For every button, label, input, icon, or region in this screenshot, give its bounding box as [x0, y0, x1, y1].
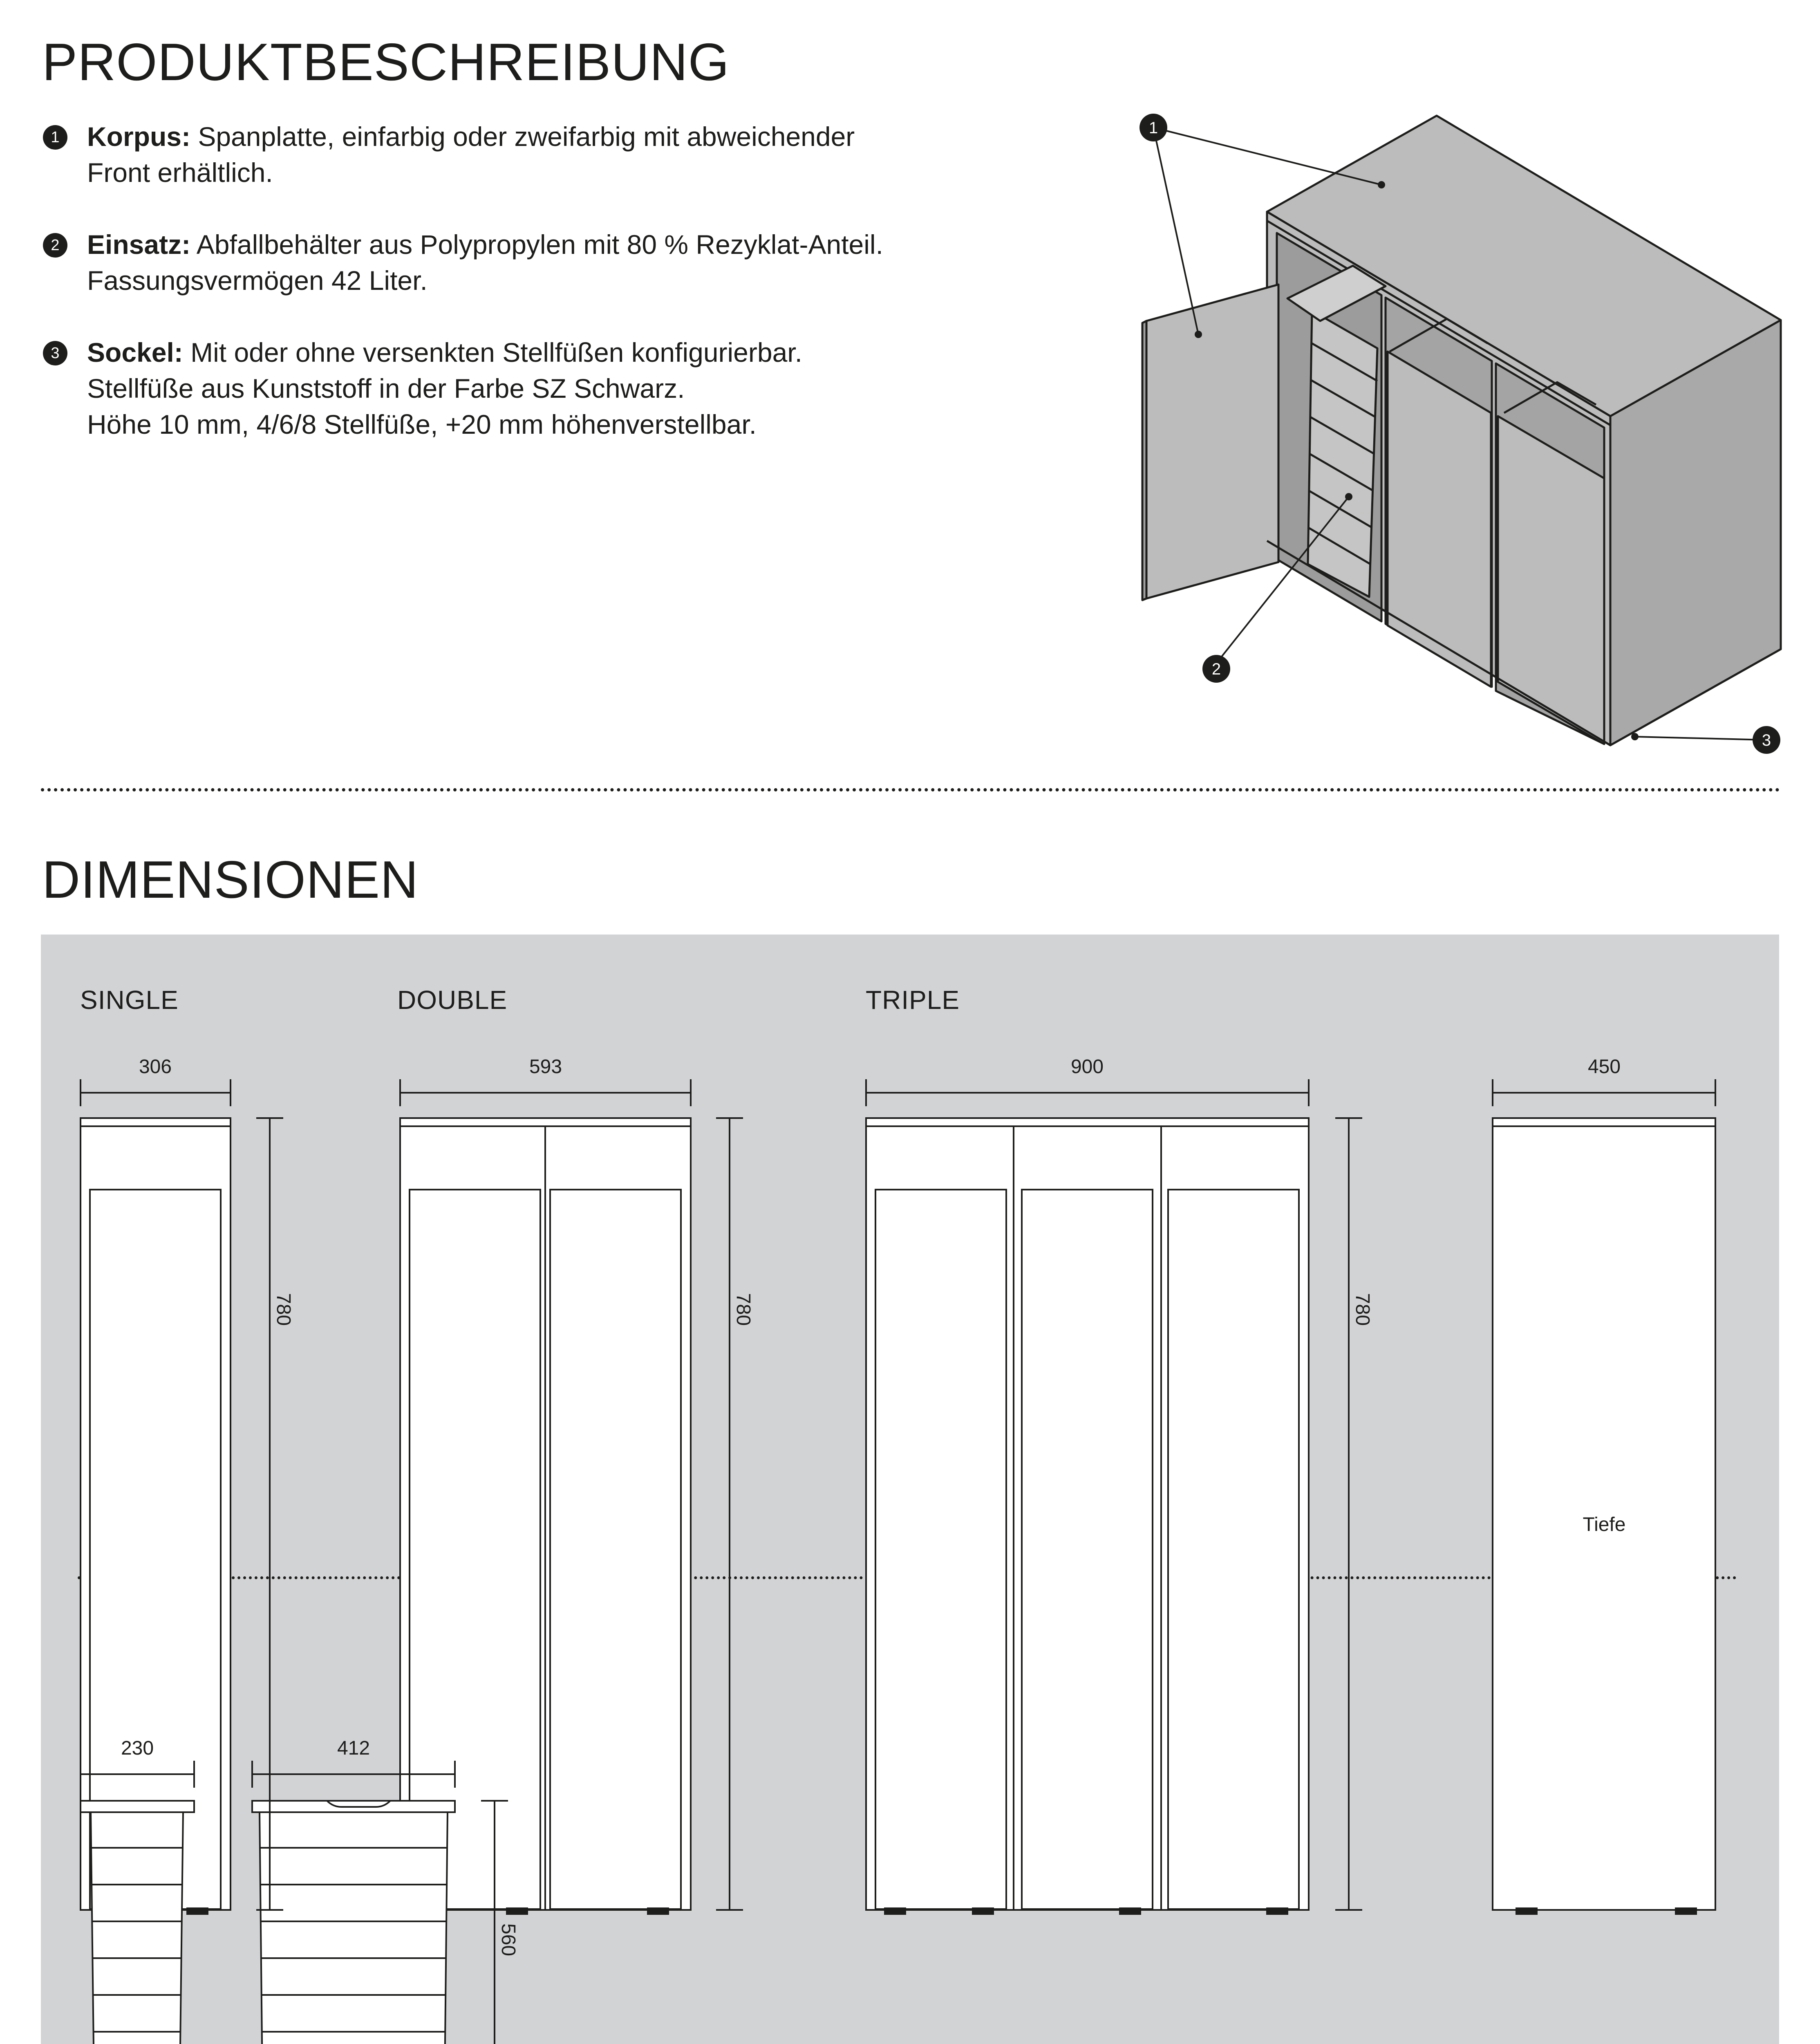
insert-front-view [252, 1801, 455, 2044]
dim-insert-side-width: 230 [121, 1737, 154, 1759]
item-label: Einsatz: [87, 229, 191, 260]
number-badge: 1 [43, 125, 67, 150]
dim-single-width: 306 [139, 1056, 172, 1078]
dim-insert-front-width: 412 [337, 1737, 370, 1759]
item-text: Stellfüße aus Kunststoff in der Farbe SZ Schwarz. [87, 373, 685, 403]
dim-single-height: 780 [273, 1293, 294, 1326]
dim-triple-width: 900 [1070, 1056, 1104, 1078]
callout-label-1: 1 [1148, 119, 1158, 137]
dim-triple-height: 780 [1352, 1293, 1373, 1326]
item-text: Abfallbehälter aus Polypropylen mit 80 % Rezyklat-Anteil. [196, 229, 883, 260]
variant-label-double: DOUBLE [397, 985, 508, 1015]
item-label: Korpus: [87, 121, 190, 152]
triple-front-view [866, 1118, 1309, 1914]
insert-side-view [81, 1801, 194, 2044]
callout-label-2: 2 [1211, 660, 1221, 678]
section-title-description: PRODUKTBESCHREIBUNG [42, 33, 730, 92]
number-badge: 3 [43, 341, 67, 365]
dim-depth: 450 [1587, 1056, 1621, 1078]
callout-label-3: 3 [1762, 731, 1771, 749]
dim-double-width: 593 [529, 1056, 562, 1078]
variant-label-triple: TRIPLE [866, 985, 960, 1015]
item-text: Mit oder ohne versenkten Stellfüßen konfigurierbar. [190, 337, 802, 368]
variant-label-single: SINGLE [80, 985, 179, 1015]
dim-double-height: 780 [732, 1293, 754, 1326]
double-front-view [400, 1118, 691, 1914]
item-text: Höhe 10 mm, 4/6/8 Stellfüße, +20 mm höhenverstellbar. [87, 409, 757, 439]
section-title-dimensions: DIMENSIONEN [42, 850, 419, 909]
single-front-view [81, 1118, 231, 1914]
dim-insert-height: 560 [497, 1923, 519, 1957]
item-text: Spanplatte, einfarbig oder zweifarbig mit abweichender [198, 121, 855, 152]
dim-depth-caption: Tiefe [1583, 1514, 1626, 1535]
number-badge: 2 [43, 233, 67, 258]
item-label: Sockel: [87, 337, 183, 368]
item-text: Front erhältlich. [87, 157, 273, 188]
item-text: Fassungsvermögen 42 Liter. [87, 265, 428, 296]
